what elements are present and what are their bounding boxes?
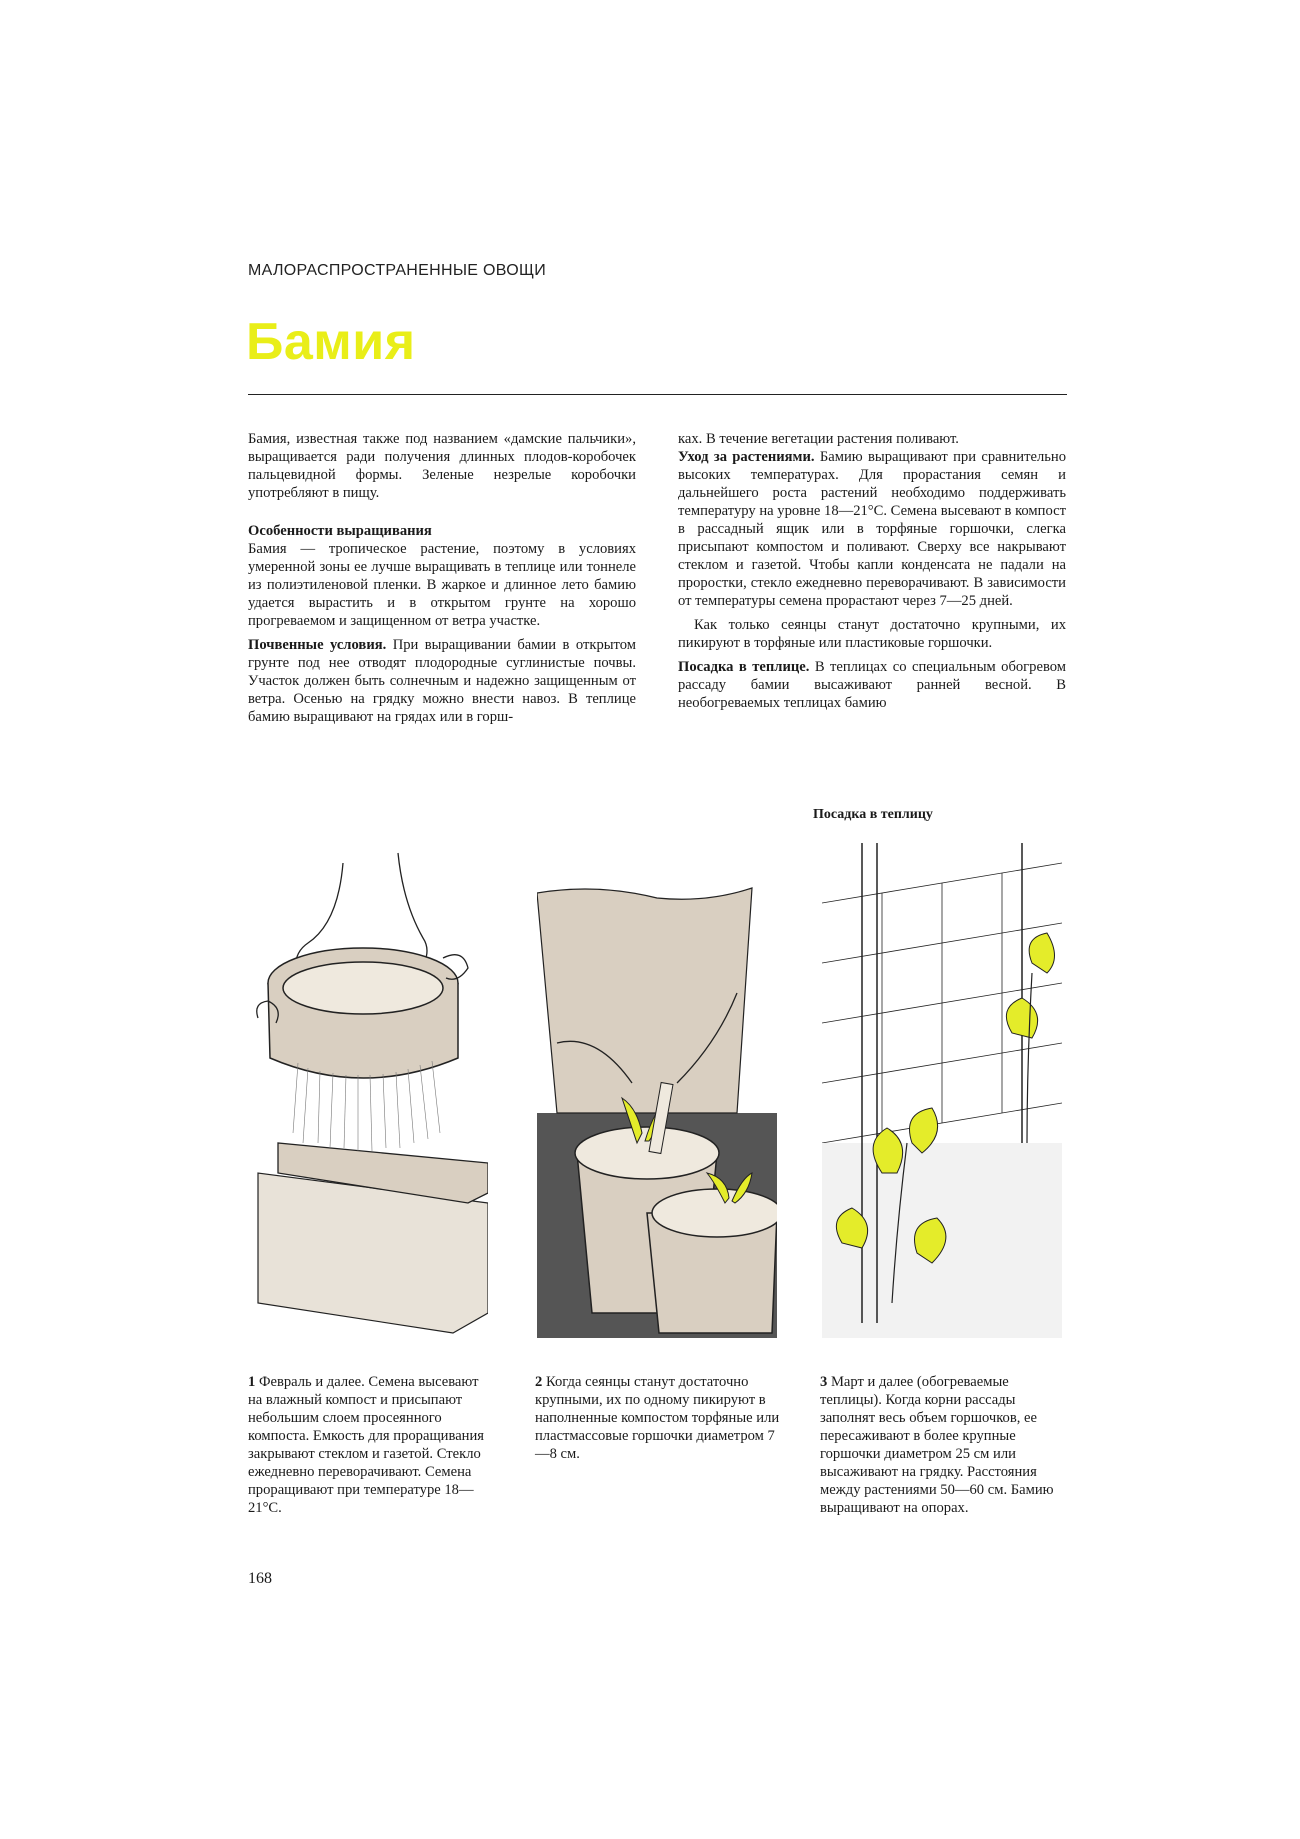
greenhouse-text: В теплицах со специальным обогревом рассаду бамии высаживают ранней весной. В необогреваемых теплицах бамию [678, 659, 1066, 711]
greenhouse-paragraph [678, 658, 1066, 712]
soil-lead: Почвенные условия. [248, 637, 387, 653]
text-column-left [248, 430, 636, 726]
care-paragraph-2: Как только сеянцы станут достаточно крупными, их пикируют в торфяные или пластиковые горшочки. [678, 617, 1066, 651]
illustration-pricking-out [537, 843, 777, 1338]
step-text: Март и далее (обогреваемые теплицы). Когда корни рассады заполнят весь объем горшочков, ее пересаживают в более крупные горшочки диаметром 25 см или высаживают на грядку. Расстояния между растениями 50—60 см. Бамию выращивают на опорах. [820, 1374, 1054, 1516]
title-rule [248, 394, 1067, 395]
greenhouse-lead: Посадка в теплице. [678, 659, 810, 675]
figure-caption: Посадка в теплицу [813, 807, 933, 822]
care-text: Бамию выращивают при сравнительно высоких температурах. Для прорастания семян и дальнейшего роста растений необходимо поддерживать температуру на уровне 18—21°С. Семена высевают в компост в рассадный ящик или в торфяные горшочки, слегка присыпают компостом и поливают. Сверху все накрывают стеклом и газетой. Чтобы капли конденсата не падали на проростки, стекло ежедневно переворачивают. В зависимости от температуры семена прорастают через 7—25 дней. [678, 449, 1067, 609]
step-number: 3 [820, 1374, 828, 1390]
step-caption-3 [820, 1373, 1065, 1517]
step-number: 1 [248, 1374, 256, 1390]
text-column-right [678, 430, 1066, 712]
col2-continuation: ках. В течение вегетации растения поливают. [678, 431, 959, 447]
step-text: Февраль и далее. Семена высевают на влажный компост и присыпают небольшим слоем просеянного компоста. Емкость для проращивания закрывают стеклом и газетой. Стекло ежедневно переворачивают. Семена проращивают при температуре 18—21°С. [248, 1374, 485, 1516]
step-text: Когда сеянцы станут достаточно крупными, их по одному пикируют в наполненные компостом торфяные или пластмассовые горшочки диаметром 7—8 см. [535, 1374, 780, 1462]
page-number: 168 [248, 1570, 272, 1587]
section-label: МАЛОРАСПРОСТРАНЕННЫЕ ОВОЩИ [248, 262, 547, 279]
features-paragraph: Бамия — тропическое растение, поэтому в условиях умеренной зоны ее лучше выращивать в теплице или тоннеле из полиэтиленовой пленки. В жаркое и длинное лето бамию удается вырастить и в открытом грунте на хорошо прогреваемом и защищенном от ветра участке. [248, 541, 636, 629]
care-lead: Уход за растениями. [678, 449, 815, 465]
illustration-greenhouse-planting [822, 843, 1062, 1338]
step-caption-1 [248, 1373, 493, 1517]
features-heading: Особенности выращивания [248, 523, 432, 539]
page-title: Бамия [246, 313, 416, 371]
care-paragraph [678, 448, 1066, 610]
step-caption-2 [535, 1373, 780, 1463]
illustration-sieving-compost [248, 843, 488, 1338]
soil-text: При выращивании бамии в открытом грунте под нее отводят плодородные суглинистые почвы. Участок должен быть солнечным и надежно защищенным от ветра. Осенью на грядку можно внести навоз. В теплице бамию выращивают на грядах или в горш- [248, 637, 636, 725]
step-number: 2 [535, 1374, 543, 1390]
intro-paragraph: Бамия, известная также под названием «дамские пальчики», выращивается ради получения длинных плодов-коробочек пальцевидной формы. Зеленые незрелые коробочки употребляют в пищу. [248, 431, 636, 501]
soil-paragraph [248, 636, 636, 726]
